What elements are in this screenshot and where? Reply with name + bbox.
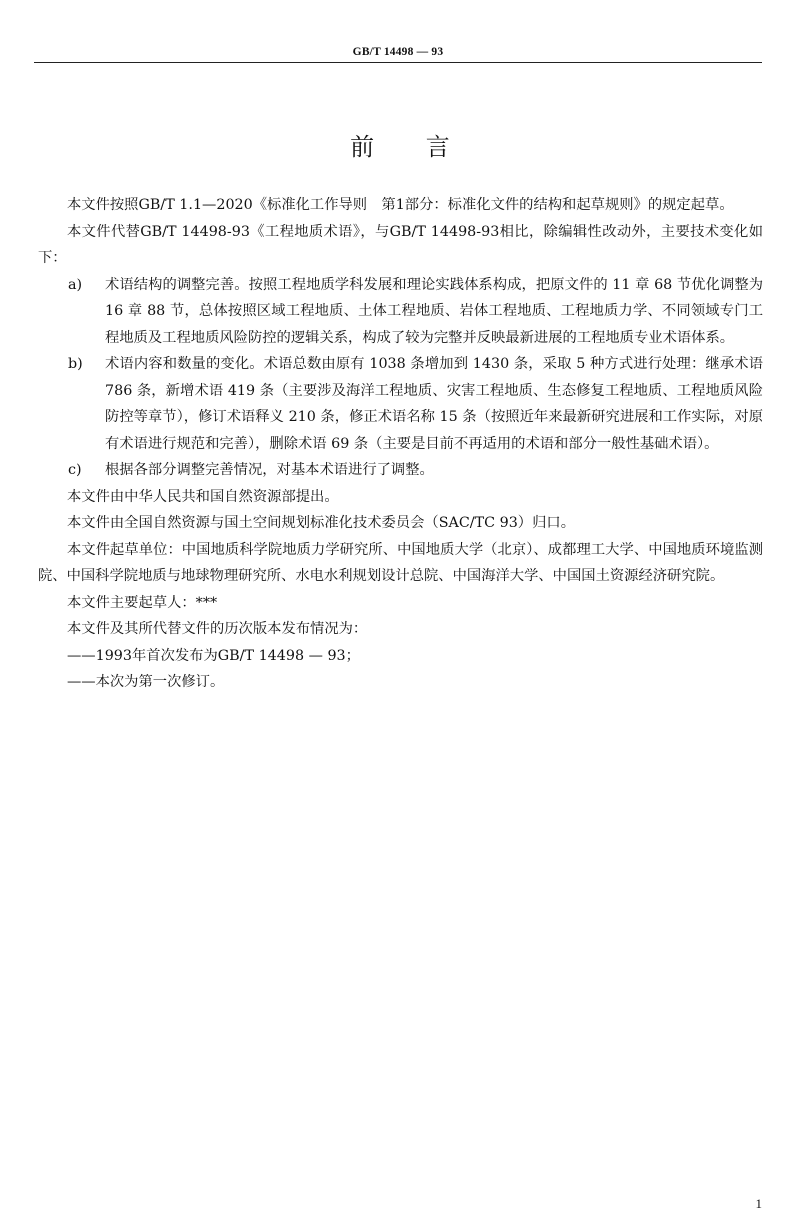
running-header: GB/T 14498 — 93	[352, 46, 444, 58]
list-item-text: 术语结构的调整完善。按照工程地质学科发展和理论实践体系构成，把原文件的 11 章 68 节优化调整为 16 章 88 节，总体按照区域工程地质、土体工程地质、岩体工程地质、工程地质力学、不同领域专门工程地质及工程地质风险防控的逻辑关系，构成了较为完整并反映最新进展的工程地质专业术语体系。	[105, 276, 763, 346]
paragraph-history-intro: 本文件及其所代替文件的历次版本发布情况为：	[67, 621, 368, 637]
paragraph-drafting-units: 本文件起草单位：中国地质科学院地质力学研究所、中国地质大学（北京）、成都理工大学、中国地质环境监测院、中国科学院地质与地球物理研究所、水电水利规划设计总院、中国海洋大学、中国国土资源经济研究院。	[38, 541, 763, 584]
history-entry: ——本次为第一次修订。	[67, 674, 225, 690]
header-rule	[34, 62, 762, 63]
list-item-text: 术语内容和数量的变化。术语总数由原有 1038 条增加到 1430 条，采取 5 种方式进行处理：继承术语 786 条，新增术语 419 条（主要涉及海洋工程地质、灾害工程地质、生态修复工程地质、工程地质风险防控等章节），修订术语释义 210 条，修正术语名称 15 条（按照近年来最新研究进展和工作实际，对原有术语进行规范和完善），删除术语 69 条（主要是目前不再适用的术语和部分一般性基础术语）。	[105, 356, 763, 452]
list-item	[38, 351, 763, 457]
list-item-mark: b)	[68, 356, 83, 372]
history-entry: ——1993年首次发布为GB/T 14498 — 93；	[67, 647, 360, 664]
list-item-mark: c)	[68, 462, 82, 478]
paragraph-replaces: 本文件代替GB/T 14498-93《工程地质术语》，与GB/T 14498-93相比，除编辑性改动外，主要技术变化如下：	[38, 223, 763, 266]
page-number: 1	[755, 1196, 762, 1211]
page-title: 前 言	[350, 133, 472, 161]
list-item	[38, 457, 763, 484]
paragraph-drafters: 本文件主要起草人：***	[67, 594, 218, 611]
foreword-body	[38, 192, 763, 696]
list-item	[38, 272, 763, 352]
paragraph-centralized-by: 本文件由全国自然资源与国土空间规划标准化技术委员会（SAC/TC 93）归口。	[67, 515, 575, 531]
list-item-mark: a)	[68, 276, 83, 293]
list-item-text: 根据各部分调整完善情况，对基本术语进行了调整。	[105, 462, 434, 478]
paragraph-drafting-rules: 本文件按照GB/T 1.1—2020《标准化工作导则 第1部分：标准化文件的结构和起草规则》的规定起草。	[67, 197, 734, 213]
paragraph-proposed-by: 本文件由中华人民共和国自然资源部提出。	[67, 488, 339, 505]
